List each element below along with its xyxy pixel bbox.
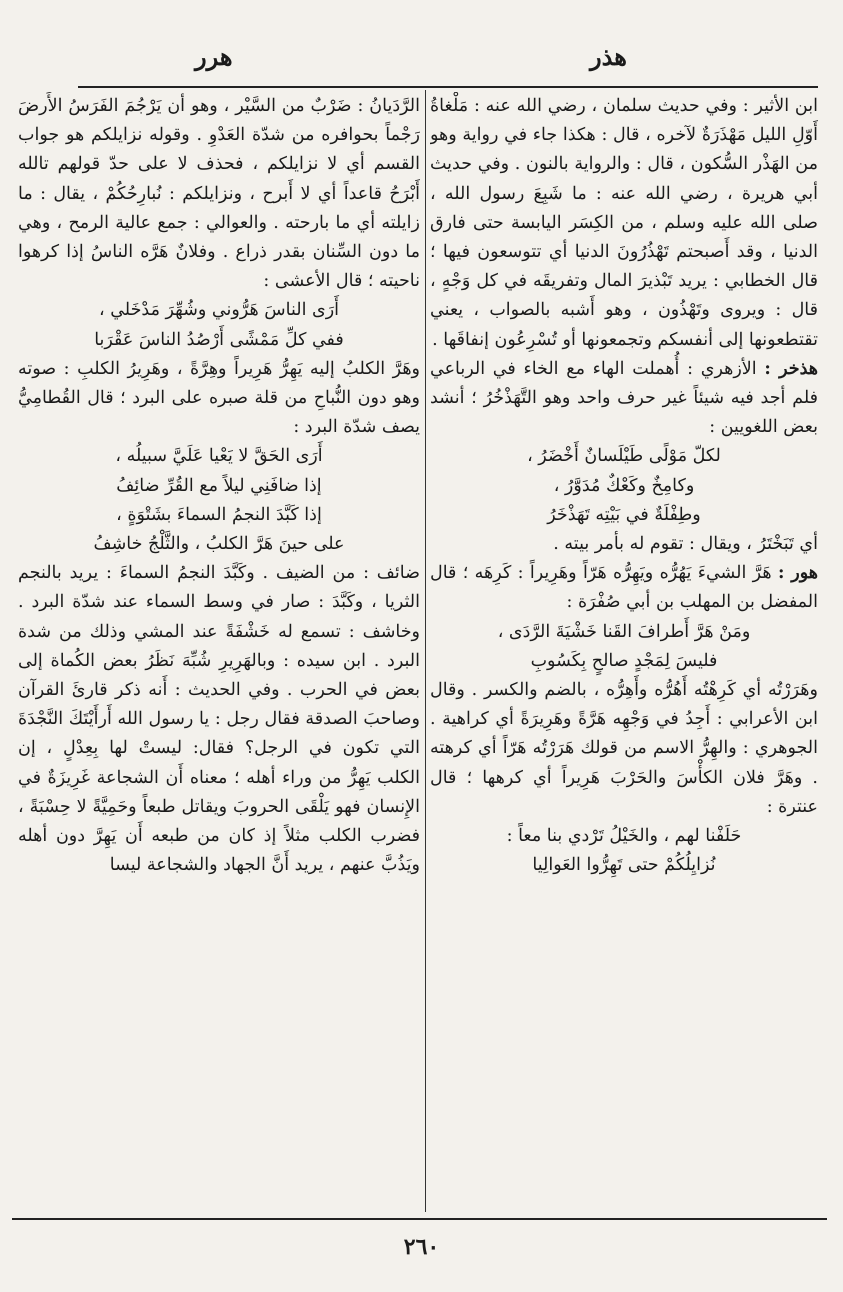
header-entry-word-right: هذر <box>590 42 627 71</box>
paragraph: أي تَبَخْتَرُ ، ويقال : تقوم له بأمر بيته . <box>553 534 818 555</box>
paragraph: وهَرَرْتُه أي كَرِهْتُه أَهُرُّه وأَهِرُّه ، بالضم والكسر . وقال ابن الأعرابي : أَجِدُ في وَجْهِه هَرَّةً وهَرِيرَةً أي كراهية . الجوهري : والهِرُّ الاسم من قولك هَرَرْتُه هَرّاً أي كرهته . وهَرَّ فلان الكأْسَ والحَرْبَ هَرِيراً أي كرهها ؛ قال عنترة : <box>430 680 818 817</box>
verse-line: ففي كلِّ مَمْشًى أَرْصُدُ الناسَ عَقْرَبا <box>94 329 344 350</box>
page-number: ٢٦٠ <box>403 1234 440 1260</box>
right-column <box>430 92 818 1207</box>
entry-paragraph <box>430 559 818 617</box>
footer-rule <box>12 1218 827 1220</box>
verse-line: على حينَ هَرَّ الكلبُ ، والثَّلْجُ خاشِفُ <box>93 534 345 555</box>
paragraph: ابن الأثير : وفي حديث سلمان ، رضي الله عنه : مَلْغاةُ أَوّلِ الليل مَهْذَرَةٌ لآخره ، قال : هكذا جاء في رواية وهو من الهَذْر السُّكون ، قال : والرواية بالنون . وفي حديث أبي هريرة ، رضي الله عنه : ما شَبِعَ رسول الله ، صلى الله عليه وسلم ، من الكِسَر اليابسة حتى فارق الدنيا ، وقد أَصبحتم تَهْذُرُونَ الدنيا أي تتوسعون فيها ؛ قال الخطابي : يريد تَبْذيرَ المال وتفريقَه في كل وَجْهٍ ، قال : ويروى وتَهْذُون ، وهو أَشبه بالصواب ، يعني تقتطعونها إلى أنفسكم وتجمعونها أو تُسْرِعُون إنفاقَها . <box>430 96 818 350</box>
paragraph: وهَرَّ الكلبُ إليه يَهِرُّ هَرِيراً وهِرَّةً ، وهَرِيرُ الكلبِ : صوته وهو دون النُّباحِ من قلة صبره على البرد ؛ قال القُطامِيُّ يصف شدّة البرد : <box>18 358 420 438</box>
verse-line: وطِفْلَةٌ في بَيْتِه تَهَذْخَرُ <box>547 504 701 525</box>
verse-line: أَرَى الناسَ هَرُّوني وشُهِّرَ مَدْخَلي ، <box>98 300 340 321</box>
paragraph: الرَّدَيانُ : ضَرْبٌ من السَّيْر ، وهو أن يَرْجُمَ الفَرَسُ الأَرضَ رَجْماً بحوافره من شدّة العَدْوِ . وقوله نزايلكم هو جواب القسم أي لا نزايلكم ، فحذف لا على حدّ قولهم تالله أَبْرَحُ قاعداً أي لا أَبرح ، ونزايلكم : نُبارِحُكُمْ ، يقال : ما زايلته أي ما بارحته . والعوالي : جمع عالية الرمح ، وهي ما دون السِّنان بقدر ذراع . وفلانٌ هَرَّه الناسُ إذا كرهوا ناحيته ؛ قال الأعشى : <box>18 96 420 292</box>
verse-line: نُزايِلُكُمْ حتى تَهِرُّوا العَوالِيا <box>532 855 716 876</box>
paragraph: ضائف : من الضيف . وكَبَّدَ النجمُ السماءَ : يريد بالنجم الثريا ، وكَبَّدَ : صار في وسط السماء عند شدّة البرد . وخاشف : تسمع له خَشْفَةً عند المشي وذلك من شدة البرد . ابن سيده : وبالهَرِيرِ شُبِّهَ نَظَرُ بعض الكُماة إلى بعض في الحرب . وفي الحديث : أَنه ذكر قارئَ القرآن وصاحبَ الصدقة فقال رجل : يا رسول الله أَرأَيْتَكَ النَّجْدَةَ التي تكون في الرجل؟ فقال: ليستْ لها بِعِدْلٍ ، إن الكلب يَهِرُّ من وراء أهله ؛ معناه أَن الشجاعة غَرِيزَةٌ في الإِنسان فهو يَلْقَى الحروبَ ويقاتل طبعاً وحَمِيَّةً لا حِسْبَةً ، فضرب الكلب مثلاً إذ كان من طبعه أَن يَهِرَّ دون أهله ويَذُبَّ عنهم ، يريد أَنَّ الجهاد والشجاعة ليسا <box>18 563 420 876</box>
verse-line: ومَنْ هَرَّ أَطرافَ القَنا خَشْيَةَ الرَّدَى ، <box>497 621 751 642</box>
left-column <box>18 92 420 1207</box>
verse-line: إذا ضافَنِي ليلاً مع القُرِّ ضائِفُ <box>116 475 322 496</box>
entry-text: هَرَّ الشيءَ يَهُرُّه ويَهِرُّه هَرّاً وهَرِيراً : كَرِهَه ؛ قال المفضل بن المهلب بن أبي صُفْرَة : <box>430 563 818 613</box>
entry-paragraph <box>430 355 818 443</box>
verse-line: فليسَ لِمَجْدٍ صالحٍ بِكَسُوبِ <box>530 650 718 671</box>
entry-text: الأزهري : أُهملت الهاء مع الخاء في الرباعي فلم أجد فيه شيئاً غير حرف واحد وهو التَّهَذْخُرُ ؛ أنشد بعض اللغويين : <box>430 358 818 438</box>
verse-line: أَرَى الحَقَّ لا يَعْيا عَلَيَّ سبيلُه ، <box>115 446 323 467</box>
verse-line: وكامِخٌ وكَعْكٌ مُدَوَّرُ ، <box>553 475 695 496</box>
header-entry-word-left: هرر <box>195 42 233 71</box>
entry-headword: هذخر : <box>764 358 818 379</box>
verse-line: حَلَفْنا لهم ، والخَيْلُ تَرْدي بنا معاً : <box>506 826 742 847</box>
verse-line: إذا كَبَّدَ النجمُ السماءَ بشَتْوَةٍ ، <box>116 504 322 525</box>
entry-headword: هور : <box>777 563 818 584</box>
column-divider <box>425 90 426 1212</box>
verse-line: لكلّ مَوْلًى طَيْلَسانٌ أَخْضَرُ ، <box>527 446 721 467</box>
header-rule <box>78 86 818 88</box>
